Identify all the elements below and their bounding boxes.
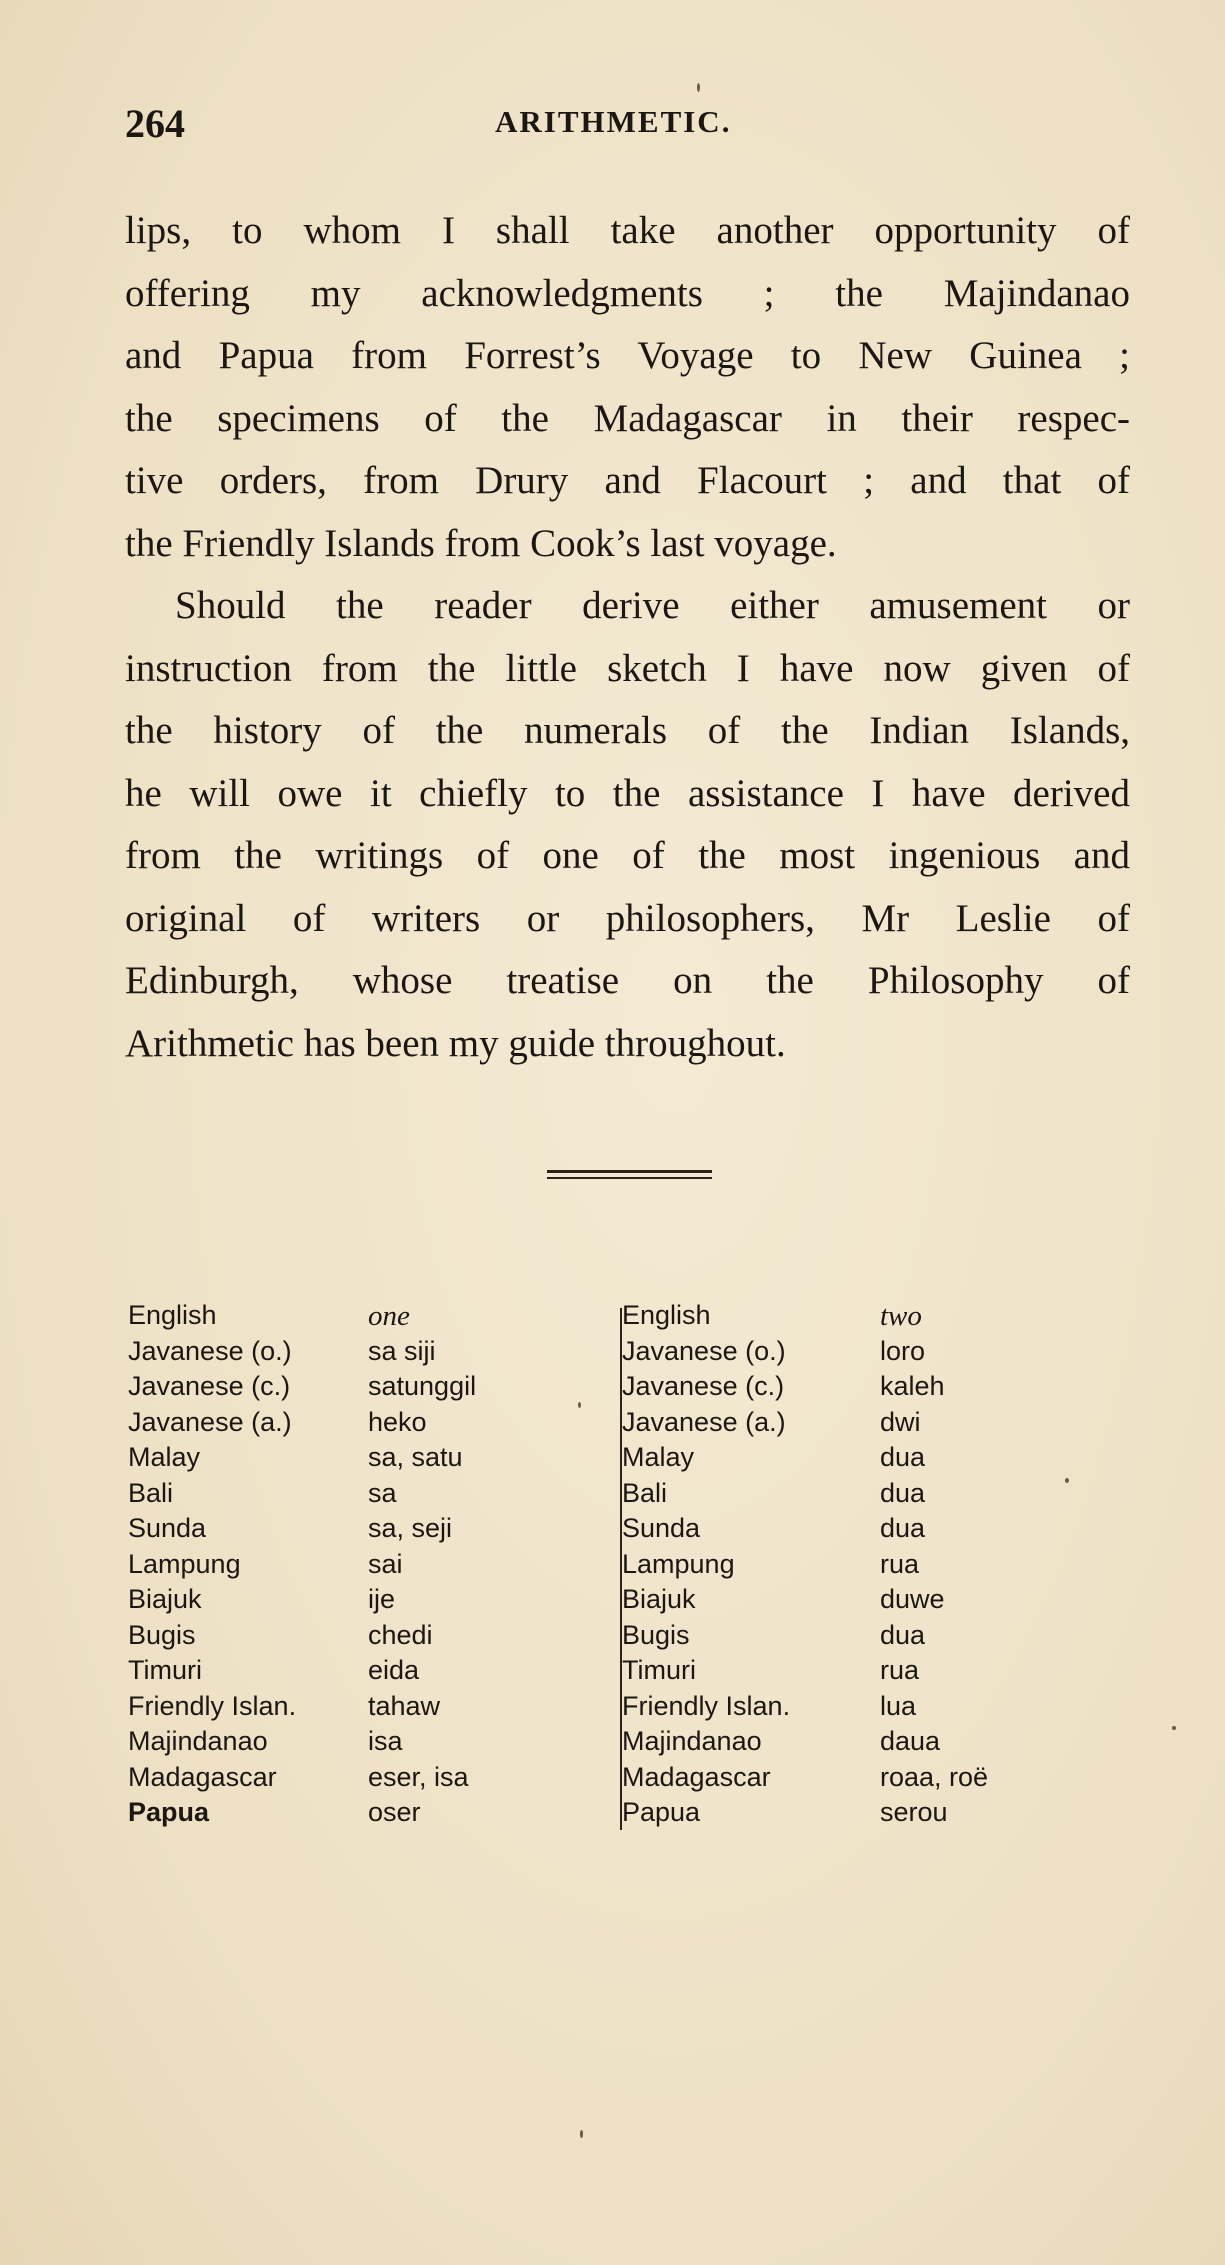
text-line: he will owe it chiefly to the assistance I have derived — [125, 771, 1130, 815]
numeral-table-two — [622, 1300, 1102, 1833]
table-row — [128, 1762, 608, 1798]
text-line: Should the reader derive either amusement or — [175, 584, 1130, 627]
numeral-word: dwi — [880, 1406, 921, 1437]
table-row — [622, 1549, 1102, 1585]
language-name: Bali — [622, 1477, 668, 1508]
text-line: the specimens of the Madagascar in their respec- — [125, 396, 1130, 440]
language-name: Papua — [622, 1797, 701, 1827]
numeral-word: sa, seji — [368, 1513, 453, 1543]
table-row — [622, 1762, 1102, 1798]
table-row — [622, 1691, 1102, 1727]
numeral-word: rua — [880, 1655, 920, 1685]
language-name: Javanese (o.) — [622, 1335, 786, 1366]
numeral-word: eida — [368, 1655, 420, 1685]
numeral-word: dua — [880, 1513, 926, 1543]
language-name: Lampung — [622, 1548, 735, 1579]
table-row — [128, 1371, 608, 1407]
text-line: Edinburgh, whose treatise on the Philosophy of — [125, 959, 1130, 1002]
language-name: Malay — [128, 1442, 201, 1472]
numeral-word: daua — [880, 1726, 941, 1756]
numeral-word: sa — [368, 1477, 397, 1508]
language-name: English — [128, 1300, 217, 1330]
paper-speck — [1065, 1478, 1069, 1483]
language-name: Sunda — [128, 1513, 207, 1543]
language-name: English — [622, 1300, 711, 1330]
section-rule — [547, 1170, 712, 1173]
table-row — [128, 1584, 608, 1620]
table-row — [128, 1655, 608, 1691]
language-name: Javanese (a.) — [622, 1406, 786, 1437]
table-row — [622, 1620, 1102, 1656]
numeral-word: sa siji — [368, 1335, 436, 1366]
language-name: Papua — [128, 1797, 210, 1827]
table-row — [622, 1726, 1102, 1762]
text-line: and Papua from Forrest’s Voyage to New Guinea ; — [125, 334, 1130, 377]
table-row — [622, 1300, 1102, 1336]
language-name: Bugis — [622, 1619, 690, 1650]
numeral-word: satunggil — [368, 1371, 477, 1401]
table-row — [622, 1407, 1102, 1443]
table-row — [128, 1549, 608, 1585]
language-name: Javanese (c.) — [622, 1371, 785, 1401]
table-row — [128, 1336, 608, 1372]
language-name: Majindanao — [622, 1726, 762, 1756]
numeral-word: sai — [368, 1548, 403, 1579]
paper-speck — [1172, 1726, 1176, 1730]
table-row — [622, 1513, 1102, 1549]
section-rule — [547, 1177, 712, 1179]
language-name: Javanese (a.) — [128, 1406, 292, 1437]
numeral-word: ije — [368, 1584, 396, 1614]
language-name: Timuri — [622, 1655, 696, 1685]
paper-speck — [697, 83, 700, 92]
page-header — [125, 100, 1135, 150]
language-name: Madagascar — [622, 1761, 771, 1792]
numeral-word: lua — [880, 1690, 917, 1721]
table-row — [128, 1300, 608, 1336]
numeral-word: heko — [368, 1406, 427, 1437]
language-name: Javanese (o.) — [128, 1335, 292, 1366]
text-line: Arithmetic has been my guide throughout. — [125, 1021, 786, 1065]
language-name: Timuri — [128, 1655, 202, 1685]
language-name: Sunda — [622, 1513, 701, 1543]
table-row — [128, 1407, 608, 1443]
text-line: from the writings of one of the most ingenious and — [125, 834, 1130, 877]
numeral-word: tahaw — [368, 1690, 441, 1721]
text-line: instruction from the little sketch I have now given of — [125, 646, 1130, 690]
language-name: Friendly Islan. — [622, 1690, 791, 1721]
language-name: Madagascar — [128, 1761, 277, 1792]
table-row — [128, 1442, 608, 1478]
table-row — [622, 1371, 1102, 1407]
page-number: 264 — [125, 101, 185, 146]
language-name: Biajuk — [622, 1584, 696, 1614]
numeral-word: loro — [880, 1335, 926, 1366]
table-row — [622, 1336, 1102, 1372]
table-row — [128, 1478, 608, 1514]
numeral-word: isa — [368, 1726, 403, 1756]
language-name: Biajuk — [128, 1584, 202, 1614]
numeral-word: kaleh — [880, 1371, 945, 1401]
text-line: the history of the numerals of the Indian Islands, — [125, 709, 1130, 752]
numeral-word: duwe — [880, 1584, 945, 1614]
numeral-word: oser — [368, 1797, 421, 1827]
running-title: ARITHMETIC. — [495, 104, 732, 139]
numeral-word: two — [880, 1300, 922, 1332]
numeral-word: roaa, roë — [880, 1761, 989, 1792]
numeral-table-one — [128, 1300, 608, 1833]
numeral-word: rua — [880, 1548, 920, 1579]
table-row — [622, 1478, 1102, 1514]
numeral-word: one — [368, 1300, 410, 1332]
language-name: Friendly Islan. — [128, 1690, 297, 1721]
numeral-word: dua — [880, 1619, 926, 1650]
table-row — [622, 1584, 1102, 1620]
text-line: original of writers or philosophers, Mr Leslie of — [125, 896, 1130, 940]
text-line: the Friendly Islands from Cook’s last voyage. — [125, 521, 837, 565]
table-row — [622, 1442, 1102, 1478]
paper-speck — [580, 2130, 583, 2138]
numeral-word: serou — [880, 1797, 948, 1827]
numeral-word: dua — [880, 1442, 926, 1472]
language-name: Bali — [128, 1477, 174, 1508]
text-line: offering my acknowledgments ; the Majindanao — [125, 271, 1130, 315]
text-line: lips, to whom I shall take another opportunity of — [125, 209, 1130, 252]
table-row — [128, 1513, 608, 1549]
numeral-word: sa, satu — [368, 1442, 463, 1472]
language-name: Majindanao — [128, 1726, 268, 1756]
table-row — [128, 1620, 608, 1656]
table-row — [128, 1797, 608, 1833]
numeral-word: dua — [880, 1477, 926, 1508]
numeral-word: chedi — [368, 1619, 433, 1650]
table-row — [622, 1797, 1102, 1833]
language-name: Malay — [622, 1442, 695, 1472]
language-name: Lampung — [128, 1548, 241, 1579]
table-row — [128, 1726, 608, 1762]
table-row — [622, 1655, 1102, 1691]
text-line: tive orders, from Drury and Flacourt ; and that of — [125, 459, 1130, 502]
language-name: Bugis — [128, 1619, 196, 1650]
language-name: Javanese (c.) — [128, 1371, 291, 1401]
numeral-word: eser, isa — [368, 1761, 469, 1792]
paper-speck — [578, 1402, 581, 1408]
table-row — [128, 1691, 608, 1727]
body-text — [125, 200, 1130, 1075]
